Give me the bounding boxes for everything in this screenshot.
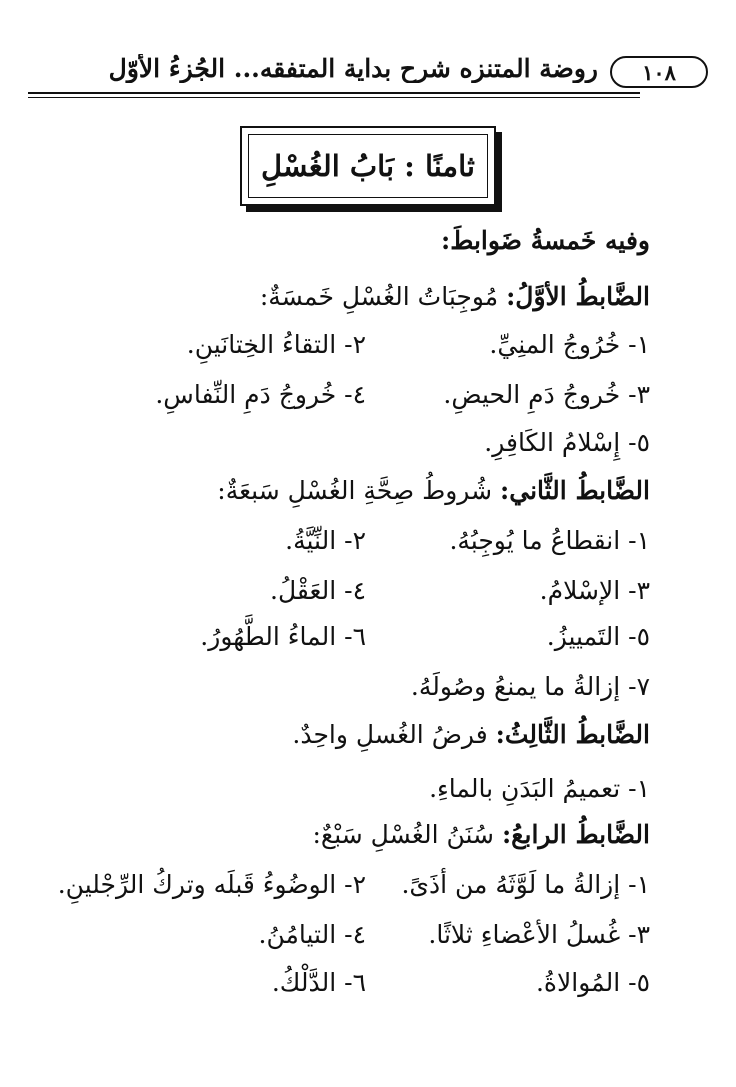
page-header — [28, 50, 674, 100]
intro-text: وفيه خَمسةُ ضَوابطَ: — [441, 226, 650, 255]
header-rule — [28, 92, 640, 94]
list-item: ١- إزالةُ ما لَوَّثَهُ من أذَىً. — [401, 870, 650, 899]
list-item: ٦- الدَّلْكُ. — [271, 968, 366, 997]
header-rule-thin — [28, 97, 640, 98]
section-heading-3 — [292, 718, 650, 752]
list-item: ٥- إِسْلامُ الكَافِرِ. — [484, 428, 650, 457]
list-item: ٥- المُوالاةُ. — [535, 968, 650, 997]
list-item: ١- تعميمُ البَدَنِ بالماءِ. — [429, 774, 650, 803]
chapter-title-box — [240, 126, 496, 206]
list-item: ٣- غُسلُ الأعْضاءِ ثلاثًا. — [428, 920, 650, 949]
list-item: ٧- إزالةُ ما يمنعُ وصُولَهُ. — [410, 672, 650, 701]
running-title: روضة المتنزه شرح بداية المتفقه... الجُزءُ الأوّل — [108, 54, 598, 83]
section-heading-text: سُنَنُ الغُسْلِ سَبْعٌ: — [312, 820, 502, 849]
list-item: ٤- العَقْلُ. — [270, 576, 366, 605]
list-item: ١- خُرُوجُ المنِيِّ. — [489, 330, 650, 359]
chapter-title: ثامنًا : بَابُ الغُسْلِ — [261, 149, 475, 183]
section-heading-label: الضَّابطُ الثَّاني: — [500, 476, 650, 505]
section-heading-text: فرضُ الغُسلِ واحِدٌ. — [292, 720, 496, 749]
page-number: ١٠٨ — [610, 56, 708, 88]
section-heading-text: مُوجِبَاتُ الغُسْلِ خَمسَةٌ: — [259, 282, 507, 311]
section-heading-label: الضَّابطُ الرابعُ: — [501, 820, 650, 849]
list-item: ٣- خُروجُ دَمِ الحيضِ. — [443, 380, 650, 409]
list-item: ٤- التيامُنُ. — [258, 920, 366, 949]
section-heading-2 — [217, 474, 650, 508]
list-item: ١- انقطاعُ ما يُوجِبُهُ. — [449, 526, 650, 555]
list-item: ٥- التَمييزُ. — [546, 622, 650, 651]
section-heading-text: شُروطُ صِحَّةِ الغُسْلِ سَبعَةٌ: — [217, 476, 500, 505]
list-item: ٦- الماءُ الطَّهُورُ. — [200, 622, 366, 651]
section-heading-4 — [313, 818, 651, 852]
list-item: ٢- التقاءُ الخِتانَينِ. — [186, 330, 366, 359]
section-heading-1 — [260, 280, 650, 314]
section-heading-label: الضَّابطُ الثَّالِثُ: — [495, 720, 650, 749]
list-item: ٢- الوضُوءُ قَبلَه وتركُ الرِّجْلينِ. — [57, 870, 366, 899]
list-item: ٤- خُروجُ دَمِ النِّفاسِ. — [155, 380, 366, 409]
list-item: ٢- النِّيَّةُ. — [285, 526, 366, 555]
list-item: ٣- الإسْلامُ. — [539, 576, 650, 605]
section-heading-label: الضَّابطُ الأوَّلُ: — [506, 282, 650, 311]
